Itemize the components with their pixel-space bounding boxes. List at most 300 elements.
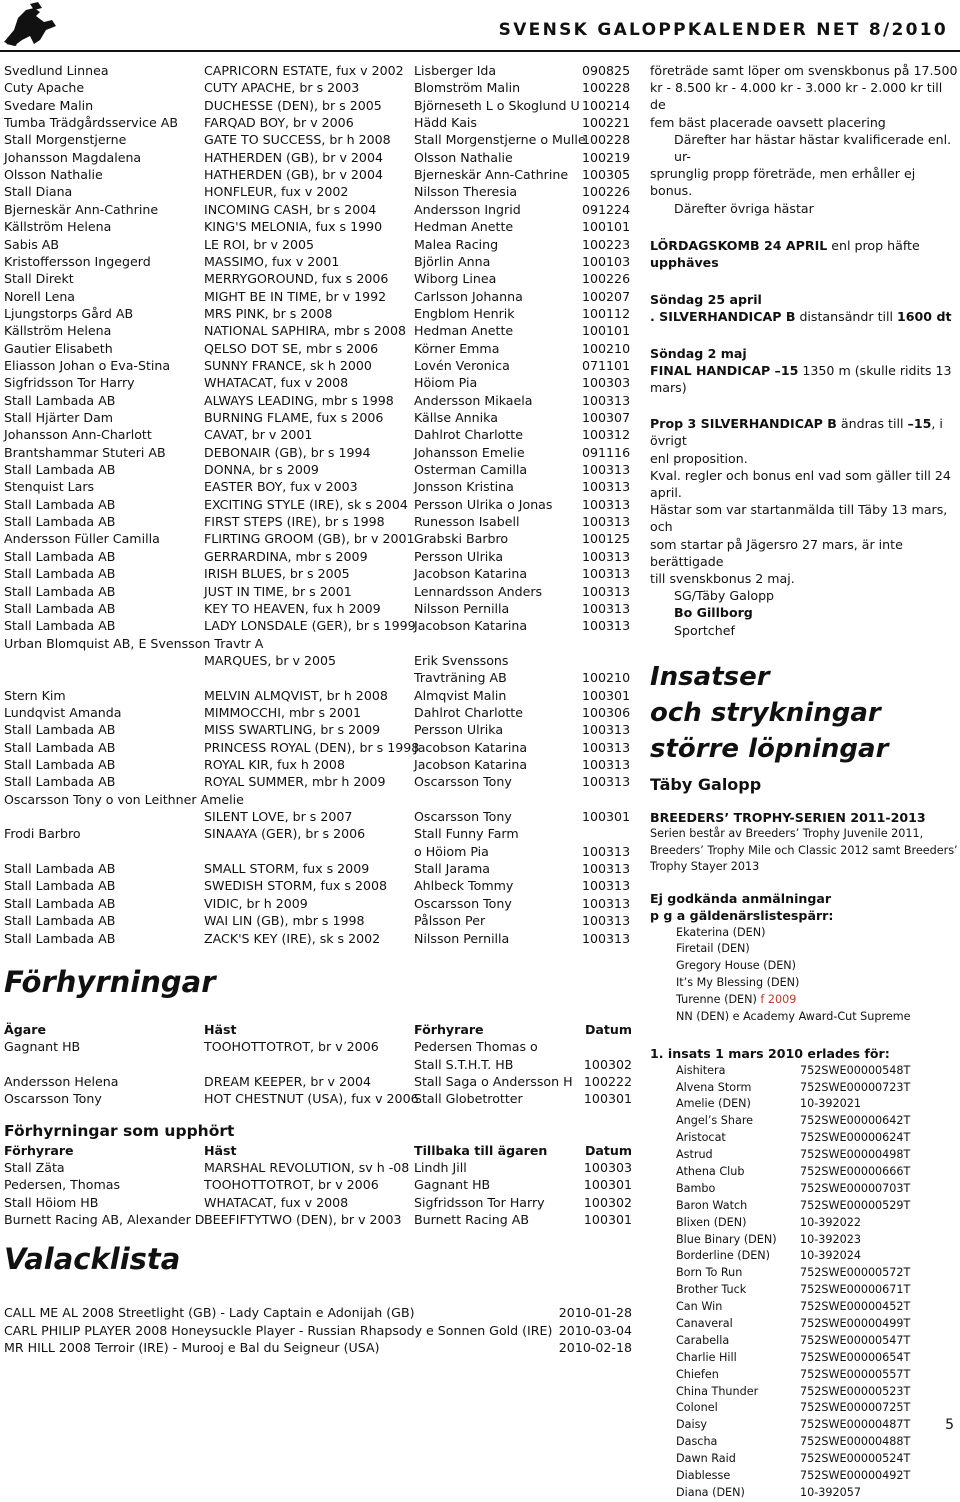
transfer-row-owner: Källström Helena [4,323,112,339]
transfer-row-party: o Höiom Pia [414,843,489,859]
transfer-row-horse: CAVAT, br v 2001 [204,427,313,443]
transfer-row-date: 100301 [582,687,631,703]
kval-line: som startar på Jägersro 27 mars, är inte berättigade [650,536,903,569]
transfer-row-horse: SINAAYA (GER), br s 2006 [204,826,366,842]
transfer-row-owner: Eliasson Johan o Eva-Stina [4,357,171,373]
transfer-row-horse: MIGHT BE IN TIME, br v 1992 [204,288,387,304]
transfer-row-horse: MERRYGOROUND, fux s 2006 [204,271,389,287]
transfer-row-owner: Stall Lambada AB [4,722,116,738]
transfer-row-owner: Stall Lambada AB [4,774,116,790]
transfer-row-horse: IRISH BLUES, br s 2005 [204,566,350,582]
sparr-item: Ekaterina (DEN) [676,925,766,939]
transfer-row-party: Björneseth L o Skoglund U [414,97,580,113]
transfer-row-horse: FLIRTING GROOM (GB), br v 2001 [204,531,415,547]
breeders-line: Serien består av Breeders’ Trophy Juvenile 2011, [650,826,924,840]
forhyrningar-row-owner: Gagnant HB [4,1039,81,1055]
publication-title: SVENSK GALOPPKALENDER NET 8/2010 [498,20,948,40]
sondag25-title: Söndag 25 april [650,292,762,308]
insats-id: 752SWE00000488T [800,1435,911,1449]
transfer-row-owner: Ljungstorps Gård AB [4,305,134,321]
prop3-line2: enl proposition. [650,450,748,466]
insats-id: 752SWE00000557T [800,1367,911,1381]
forhyrningar-header-horse: Häst [204,1021,237,1037]
insats-id: 10-392024 [800,1249,861,1263]
insats-id: 752SWE00000723T [800,1080,911,1094]
insats-row [650,1434,958,1451]
breeders-line: Breeders’ Trophy Mile och Classic 2012 samt Breeders’ [650,843,958,857]
insats-horse: Astrud [676,1148,713,1162]
transfer-row-owner: Gautier Elisabeth [4,340,113,356]
transfer-row [4,478,634,495]
insats-horse: Alvena Storm [676,1080,752,1094]
transfer-row-horse: FIRST STEPS (IRE), br s 1998 [204,514,385,530]
valack-date: 2010-03-04 [558,1322,632,1338]
forhyrningar-row-party: Pedersen Thomas o [414,1039,538,1055]
forhyrningar-row [4,1090,634,1107]
transfer-row-owner: Frodi Barbro [4,826,81,842]
transfer-row-date: 091116 [582,444,631,460]
transfer-row-horse: ALWAYS LEADING, mbr s 1998 [204,392,394,408]
transfer-row-horse: MIMMOCCHI, mbr s 2001 [204,704,362,720]
forhyrningar-row-owner: Oscarsson Tony [4,1091,102,1107]
transfer-row [4,808,634,825]
transfer-row-horse: ROYAL KIR, fux h 2008 [204,757,345,772]
page-number: 5 [945,1417,954,1433]
breeders-line: Trophy Stayer 2013 [650,860,760,874]
kval-line: till svenskbonus 2 maj. [650,571,795,587]
transfer-row [4,496,634,513]
transfer-row-owner: Stall Lambada AB [4,462,116,478]
insats-id: 752SWE00000671T [800,1283,911,1297]
upphort-row-owner: Burnett Racing AB, Alexander D [4,1212,205,1227]
insatser-line: och strykningar [650,697,881,728]
transfer-row [4,62,634,79]
insats-horse: Dawn Raid [676,1452,736,1466]
upphort-row [4,1211,634,1228]
insats-id: 752SWE00000548T [800,1063,911,1077]
kval-line: Hästar som var startanmälda till Täby 13 mars, och [650,502,948,535]
sparr-item: It’s My Blessing (DEN) [676,976,800,990]
upphort-row-date: 100303 [583,1159,632,1175]
transfer-row-horse: CUTY APACHE, br s 2003 [204,80,360,96]
transfer-row-date: 100226 [582,184,631,200]
transfer-row [4,444,634,461]
final-title: FINAL HANDICAP –15 [650,362,799,378]
upphort-row-horse: WHATACAT, fux v 2008 [204,1194,349,1210]
insats-id: 752SWE00000725T [800,1401,911,1415]
transfer-row-date: 100313 [582,739,631,755]
transfer-row-horse: MASSIMO, fux v 2001 [204,253,340,269]
silver-b-rest: distansändr till [795,309,898,325]
transfer-row-owner: Stall Lambada AB [4,739,116,755]
insats-id: 752SWE00000624T [800,1131,911,1145]
transfer-row [4,687,634,704]
transfer-row-horse: LADY LONSDALE (GER), br s 1999 [204,618,416,634]
transfer-row-party: Pålsson Per [414,913,486,929]
transfer-row-date: 100305 [582,167,631,183]
transfer-row-owner: Lundqvist Amanda [4,704,122,720]
insats-id: 752SWE00000642T [800,1114,911,1128]
transfer-row-party: Björlin Anna [414,253,491,269]
insats-horse: Born To Run [676,1266,743,1280]
insats-row [650,1468,958,1485]
lordag-line2: upphäves [650,255,719,271]
transfer-row-owner: Cuty Apache [4,80,85,96]
silver-b-value: 1600 dt [897,309,952,325]
insats-row [650,1451,958,1468]
insats-row [650,1282,958,1299]
sparr-item: Firetail (DEN) [676,942,750,956]
valack-date: 2010-02-18 [558,1340,632,1356]
transfer-row [4,825,634,842]
transfer-row [4,392,634,409]
insats-row [650,1063,958,1080]
insats-row [650,1417,958,1434]
upphort-row [4,1159,634,1176]
transfer-row-owner: Stall Lambada AB [4,618,116,634]
insats-id: 752SWE00000666T [800,1165,911,1179]
transfer-row [4,548,634,565]
insats-row [650,1164,958,1181]
transfer-row-horse: ROYAL SUMMER, mbr h 2009 [204,774,386,790]
valack-date: 2010-01-28 [558,1305,632,1321]
upphort-header [4,1142,634,1159]
insats-horse: Amelie (DEN) [676,1097,751,1111]
transfer-row-date: 100313 [582,548,631,564]
prop3-title: Prop 3 SILVERHANDICAP B [650,416,837,432]
transfer-row-owner: Stall Lambada AB [4,496,116,512]
insats-horse: Diana (DEN) [676,1485,745,1499]
transfer-row-party: Stall Morgenstjerne o Mulle [414,132,586,148]
upphort-row-horse: MARSHAL REVOLUTION, sv h -08 [204,1159,410,1175]
transfer-row-date: 091224 [582,201,631,217]
insats-id: 752SWE00000523T [800,1384,911,1398]
transfer-row [4,97,634,114]
transfer-row-horse: ZACK'S KEY (IRE), sk s 2002 [204,930,381,946]
transfer-row-date: 100306 [582,704,631,720]
forhyrningar-header [4,1021,634,1038]
transfer-row-date: 100101 [582,219,631,235]
transfer-row-owner: Tumba Trädgårdsservice AB [4,115,179,131]
transfer-row-party: Lovén Veronica [414,357,510,373]
transfer-row-owner: Johansson Ann-Charlott [4,427,152,443]
transfer-row-date: 100313 [582,479,631,495]
transfer-row [4,166,634,183]
upphort-row-date: 100301 [583,1212,632,1227]
upphort-row-party: Burnett Racing AB [414,1212,530,1227]
transfer-row-party: Runesson Isabell [414,514,520,530]
transfer-row-party: Oscarsson Tony [414,809,512,825]
transfer-row-party: Dahlrot Charlotte [414,427,523,443]
insats-list [650,1063,958,1502]
transfer-row-party: Persson Ulrika [414,548,504,564]
upphort-row-party: Sigfridsson Tor Harry [414,1194,545,1210]
transfer-row-owner: Urban Blomquist AB, E Svensson Travtr A [4,635,264,651]
forhyrningar-row-party: Stall S.T.H.T. HB [414,1056,514,1072]
transfer-row-date: 100313 [582,722,631,738]
transfer-row [4,305,634,322]
transfer-row [4,218,634,235]
insats-id: 10-392021 [800,1097,861,1111]
intro-line: Därefter har hästar hästar kvalificerade enl. ur- [674,131,952,165]
transfer-row-date: 100307 [582,410,631,425]
transfer-row-horse: DONNA, br s 2009 [204,462,319,478]
transfer-row-date: 100313 [582,496,631,512]
transfer-row [4,253,634,270]
insats-row [650,1080,958,1097]
transfer-row-horse: CAPRICORN ESTATE, fux v 2002 [204,63,404,78]
transfer-row-date: 100313 [582,514,631,530]
valack-row [4,1339,634,1356]
transfer-row-party: Stall Jarama [414,861,490,877]
transfer-row [4,565,634,582]
insatser-heading [650,659,958,767]
transfer-row [4,409,634,426]
forhyrningar-header-date: Datum [584,1021,632,1037]
transfer-row [4,930,634,947]
transfer-row-horse: PRINCESS ROYAL (DEN), br s 1998 [204,739,420,755]
transfer-row-date: 100313 [582,583,631,599]
transfer-row-date: 100210 [582,670,631,686]
forhyrningar-row-owner: Andersson Helena [4,1073,119,1089]
insats-horse: Canaveral [676,1317,733,1331]
upphort-row-date: 100302 [583,1194,632,1210]
kval-line: Kval. regler och bonus enl vad som gäller till 24 april. [650,467,951,501]
transfer-row-horse: SILENT LOVE, br s 2007 [204,809,353,825]
transfer-row-owner: Stall Lambada AB [4,757,116,772]
valacklista-title: Valacklista [4,1242,181,1277]
transfer-row-party: Hedman Anette [414,323,514,339]
insats-horse: Blue Binary (DEN) [676,1232,777,1246]
transfer-row-party: Carlsson Johanna [414,288,523,304]
insats-row [650,1130,958,1147]
transfer-row [4,773,634,790]
transfer-row-owner: Stall Morgenstjerne [4,132,127,148]
transfer-row-date: 100210 [582,340,631,356]
insats-horse: Angel’s Share [676,1114,754,1128]
insats-row [650,1333,958,1350]
transfer-row-date: 100112 [582,305,631,321]
insats-horse: Daisy [676,1418,708,1432]
right-column [650,62,958,1502]
insats-horse: Bambo [676,1181,716,1195]
transfer-row [4,617,634,634]
transfer-row [4,131,634,148]
transfer-row-party: Jacobson Katarina [414,566,528,582]
transfer-row-horse: WHATACAT, fux v 2008 [204,375,349,391]
transfer-row-date: 100219 [582,149,631,165]
transfer-row [4,756,634,773]
transfer-row-date: 100313 [582,861,631,877]
forhyrningar-title: Förhyrningar [4,964,216,999]
transfer-row-owner: Stall Lambada AB [4,878,116,894]
transfer-row [4,340,634,357]
transfer-row-owner: Stall Lambada AB [4,566,116,582]
transfer-row-party: Stall Funny Farm [414,826,519,842]
transfer-row-party: Engblom Henrik [414,305,515,321]
final-line2: mars) [650,380,687,396]
transfer-row-date: 100313 [582,774,631,790]
transfer-row [4,322,634,339]
transfer-row-date: 100228 [582,80,631,96]
transfer-row-horse: MELVIN ALMQVIST, br h 2008 [204,687,388,703]
upphort-row-horse: TOOHOTTOTROT, br v 2006 [204,1177,379,1193]
insats-row [650,1232,958,1249]
forhyrningar-row-horse: DREAM KEEPER, br v 2004 [204,1073,372,1089]
silver-b-notice [650,308,958,325]
transfer-row-party: Jacobson Katarina [414,618,528,634]
upphort-row-party: Lindh Jill [414,1159,467,1175]
intro-line: sprunglig propp företräde, men erhåller ej bonus. [650,166,916,199]
transfer-row-date: 100223 [582,236,631,252]
transfer-row-horse: KEY TO HEAVEN, fux h 2009 [204,600,381,616]
transfer-row-date: 100313 [582,462,631,478]
transfer-row [4,149,634,166]
insats-row [650,1400,958,1417]
insats-heading: 1. insats 1 mars 2010 erlades för: [650,1046,890,1062]
upphort-row-owner: Pedersen, Thomas [4,1177,121,1193]
transfer-row-horse: LE ROI, br v 2005 [204,236,315,252]
insats-row [650,1299,958,1316]
transfer-row-party: Jacobson Katarina [414,739,528,755]
turenne-name: Turenne (DEN) [676,992,757,1006]
turenne-flag: f 2009 [756,992,797,1006]
transfer-row-date: 100303 [582,375,631,391]
transfer-row [4,270,634,287]
forhyrningar-row-party: Stall Globetrotter [414,1091,523,1107]
insats-horse: Aristocat [676,1131,726,1145]
transfer-row [4,600,634,617]
prop3-rest: ändras till [836,416,908,432]
transfer-row [4,739,634,756]
sondag2-title: Söndag 2 maj [650,345,747,361]
transfer-row-party: Hedman Anette [414,219,514,235]
transfer-row-horse: MISS SWARTLING, br s 2009 [204,722,381,738]
transfer-row-party: Persson Ulrika o Jonas [414,496,553,512]
transfer-row-date: 100313 [582,913,631,929]
upphort-row-owner: Stall Zäta [4,1159,65,1175]
transfer-row-party: Källse Annika [414,410,498,425]
transfer-row-owner: Stall Lambada AB [4,583,116,599]
transfer-row-party: Nilsson Pernilla [414,600,510,616]
transfer-row-party: Bjerneskär Ann-Cathrine [414,167,569,183]
transfer-row-date: 100301 [582,809,631,825]
insats-row [650,1265,958,1282]
forhyrningar-row-date: 100301 [583,1091,632,1107]
transfer-row-horse: GERRARDINA, mbr s 2009 [204,548,368,564]
transfer-row-owner: Källström Helena [4,219,112,235]
transfer-row-horse: MARQUES, br v 2005 [204,652,337,668]
transfer-row-owner: Norell Lena [4,288,76,304]
insats-horse: China Thunder [676,1384,759,1398]
transfer-row-party: Lennardsson Anders [414,583,543,599]
transfer-row-party: Blomström Malin [414,80,521,96]
insats-id: 752SWE00000572T [800,1266,911,1280]
sparr-item: Gregory House (DEN) [676,959,797,973]
transfer-row-date: 100313 [582,618,631,634]
transfer-row [4,79,634,96]
transfer-row [4,426,634,443]
valack-row [4,1322,634,1339]
transfer-row [4,236,634,253]
insats-id: 10-392023 [800,1232,861,1246]
transfer-row [4,704,634,721]
transfer-row-party: Nilsson Pernilla [414,930,510,946]
transfer-row-date: 100313 [582,843,631,859]
lordag-title: LÖRDAGSKOMB 24 APRIL [650,237,828,253]
transfer-row-party: Jacobson Katarina [414,757,528,772]
transfer-row-owner: Svedare Malin [4,97,94,113]
transfer-row-horse: HONFLEUR, fux v 2002 [204,184,349,200]
insats-horse: Dascha [676,1435,718,1449]
transfer-row [4,669,634,686]
transfer-row-owner: Stall Lambada AB [4,913,116,929]
forhyrningar-row-date: 100302 [583,1056,632,1072]
transfer-row [4,912,634,929]
intro-line: fem bäst placerade oavsett placering [650,114,886,130]
transfer-row-owner: Sigfridsson Tor Harry [4,375,135,391]
valack-description: CALL ME AL 2008 Streetlight (GB) - Lady Captain e Adonijah (GB) [4,1305,415,1321]
intro-line: Därefter övriga hästar [674,200,814,216]
signature-name: Bo Gillborg [674,605,753,621]
transfer-row-date: 100312 [582,427,631,443]
transfer-row-horse: MRS PINK, br s 2008 [204,305,333,321]
transfer-row-date: 100313 [582,757,631,772]
forhyrningar-header-party: Förhyrare [414,1021,484,1037]
transfer-row [4,652,634,669]
insats-row [650,1198,958,1215]
transfer-row-party: Johansson Emelie [414,444,525,460]
transfer-row-horse: HATHERDEN (GB), br v 2004 [204,149,383,165]
upphort-header-date: Datum [584,1142,632,1158]
forhyrningar-row [4,1073,634,1090]
transfer-row-horse: EXCITING STYLE (IRE), sk s 2004 [204,496,408,512]
forhyrningar-header-owner: Ägare [4,1021,47,1037]
insats-row [650,1181,958,1198]
transfer-row [4,461,634,478]
transfer-row-date: 100125 [582,531,631,547]
transfer-row-horse: GATE TO SUCCESS, br h 2008 [204,132,391,148]
transfer-row-party: Dahlrot Charlotte [414,704,523,720]
transfer-row [4,183,634,200]
page-header [0,0,960,52]
transfer-row-horse: SUNNY FRANCE, sk h 2000 [204,357,372,373]
upphort-row [4,1176,634,1193]
insats-id: 752SWE00000529T [800,1198,911,1212]
transfer-row-owner: Brantshammar Stuteri AB [4,444,166,460]
transfer-row [4,513,634,530]
transfer-row [4,791,634,808]
ej-godkanda-heading: Ej godkända anmälningar [650,891,832,907]
transfer-row-date: 100313 [582,930,631,946]
transfer-row-party: Körner Emma [414,340,500,356]
insats-id: 752SWE00000498T [800,1148,911,1162]
transfer-row [4,374,634,391]
transfer-row-party: Persson Ulrika [414,722,504,738]
transfer-row-horse: INCOMING CASH, br s 2004 [204,201,377,217]
sparr-list [650,925,958,992]
transfer-row-owner: Andersson Füller Camilla [4,531,160,547]
prop3-rest2: , i övrigt [650,416,943,449]
transfer-row-owner: Svedlund Linnea [4,63,109,78]
transfer-row-party: Grabski Barbro [414,531,509,547]
insats-id: 752SWE00000499T [800,1317,911,1331]
insats-id: 752SWE00000487T [800,1418,911,1432]
transfer-row-owner: Stall Lambada AB [4,895,116,911]
transfer-row-date: 100214 [582,97,631,113]
transfer-row-party: Malea Racing [414,236,499,252]
final-notice [650,362,958,379]
